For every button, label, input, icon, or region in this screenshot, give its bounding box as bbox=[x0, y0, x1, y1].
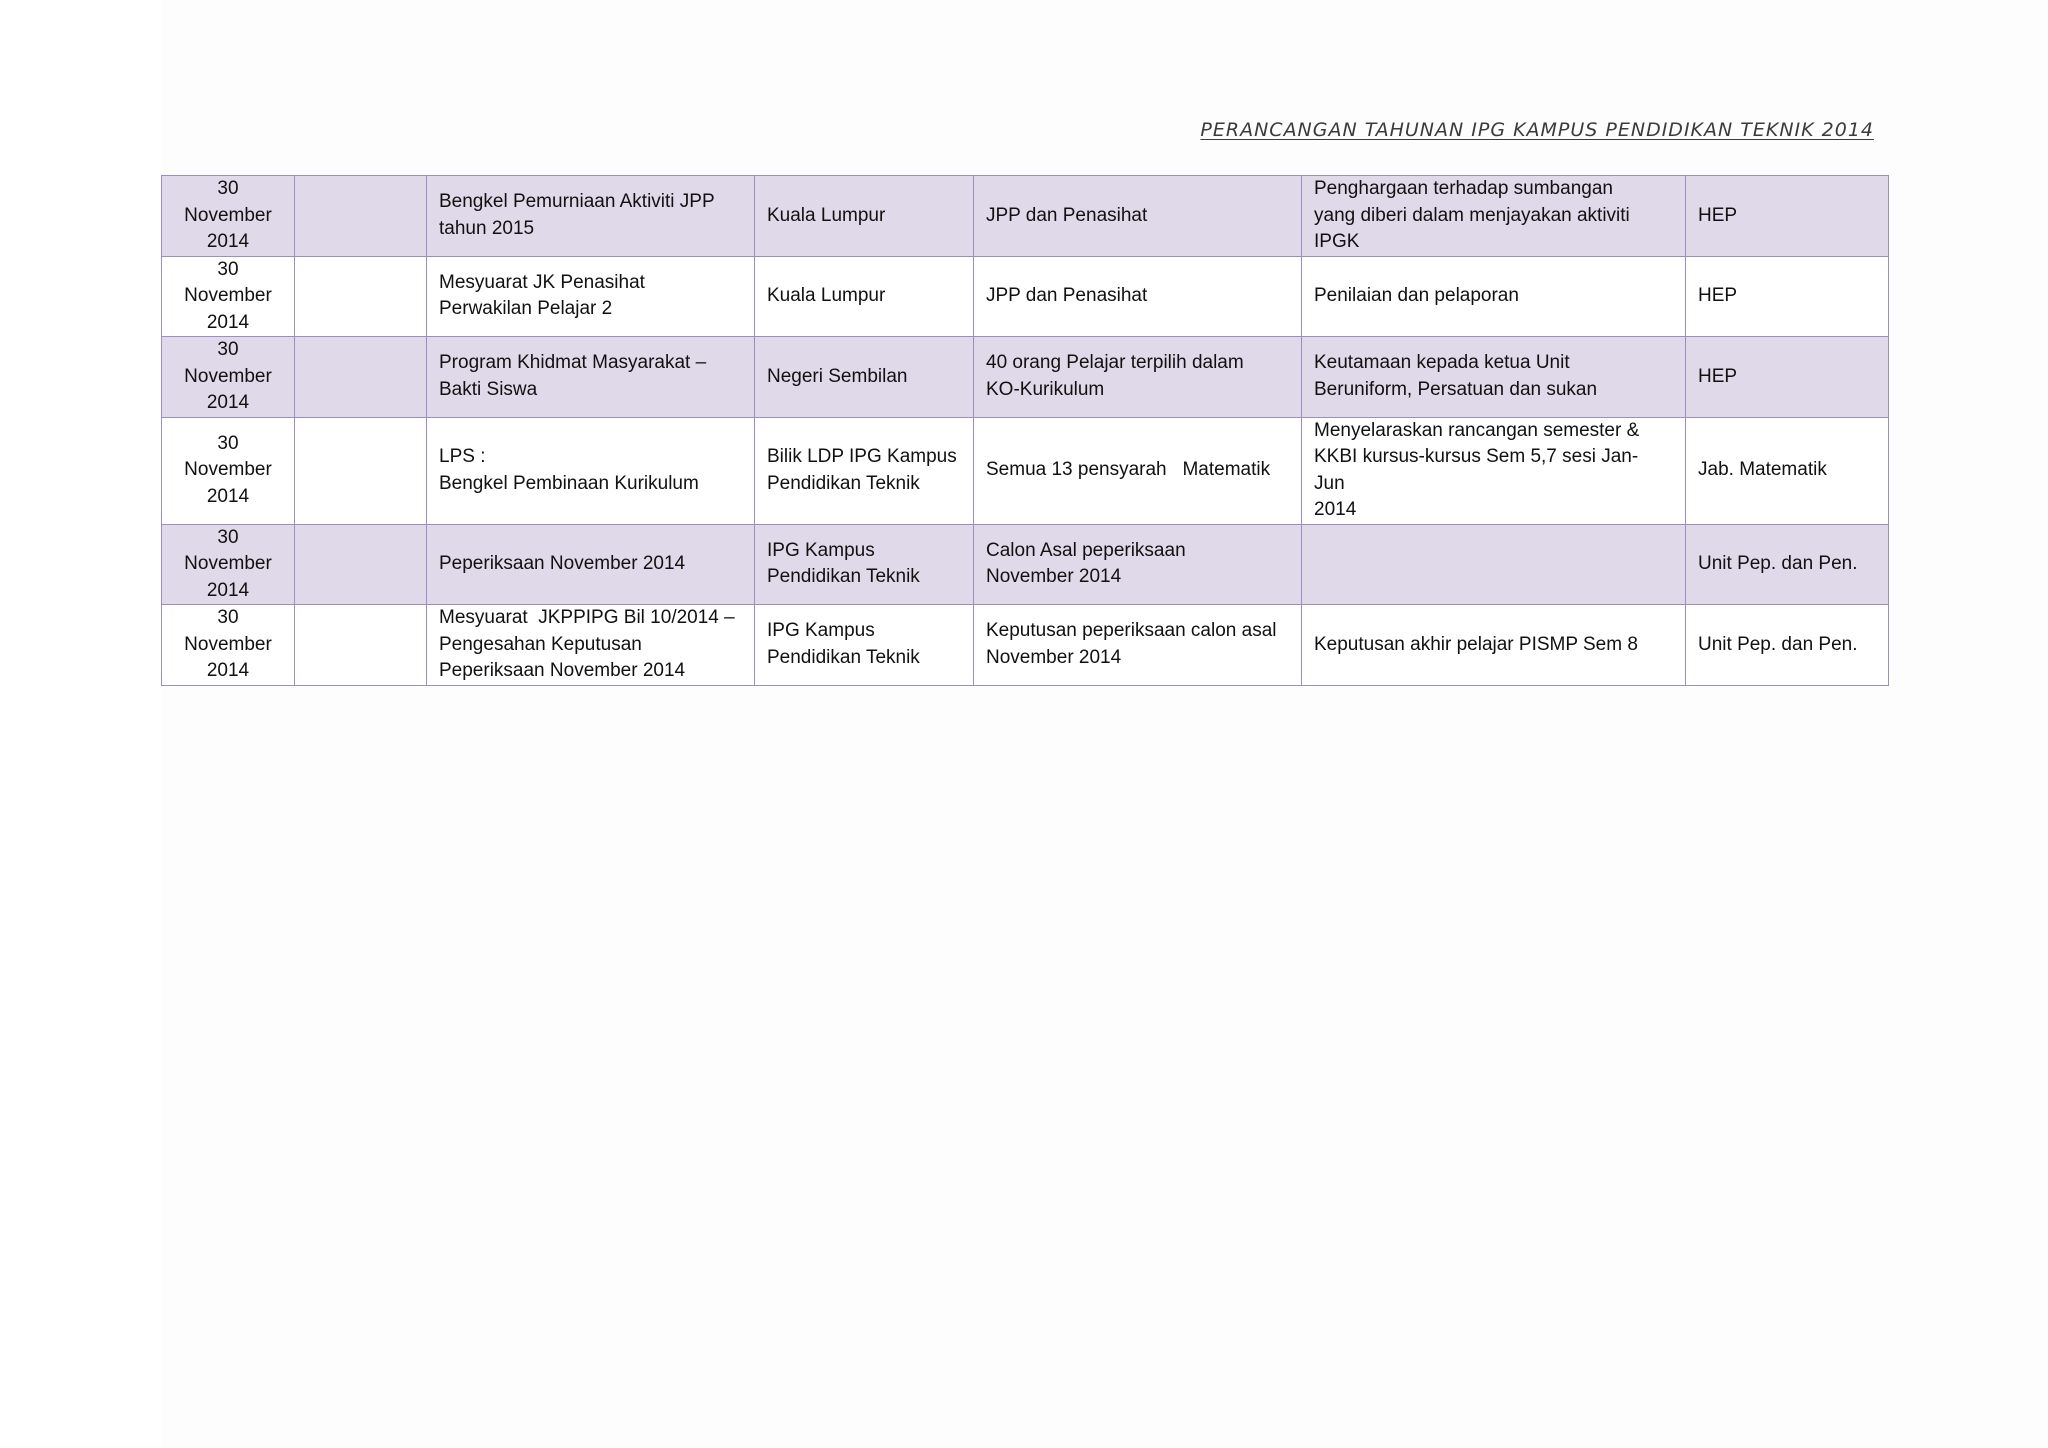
table-row bbox=[162, 256, 1889, 337]
participants-cell: Semua 13 pensyarah Matematik bbox=[974, 417, 1302, 524]
table-row bbox=[162, 337, 1889, 418]
date-cell: 30 November 2014 bbox=[162, 524, 295, 605]
unit-cell: HEP bbox=[1686, 256, 1889, 337]
page-header-title: PERANCANGAN TAHUNAN IPG KAMPUS PENDIDIKAN TEKNIK 2014 bbox=[1200, 119, 1874, 141]
location-cell: Kuala Lumpur bbox=[755, 256, 974, 337]
table-row bbox=[162, 605, 1889, 686]
participants-cell: JPP dan Penasihat bbox=[974, 256, 1302, 337]
participants-cell: Calon Asal peperiksaan November 2014 bbox=[974, 524, 1302, 605]
unit-cell: HEP bbox=[1686, 176, 1889, 257]
table-row bbox=[162, 176, 1889, 257]
participants-cell: Keputusan peperiksaan calon asal November 2014 bbox=[974, 605, 1302, 686]
date-cell: 30 November 2014 bbox=[162, 256, 295, 337]
table-row bbox=[162, 524, 1889, 605]
location-cell: IPG Kampus Pendidikan Teknik bbox=[755, 605, 974, 686]
date-cell: 30 November 2014 bbox=[162, 176, 295, 257]
unit-cell: Jab. Matematik bbox=[1686, 417, 1889, 524]
location-cell: IPG Kampus Pendidikan Teknik bbox=[755, 524, 974, 605]
activity-cell: Mesyuarat JKPPIPG Bil 10/2014 – Pengesahan Keputusan Peperiksaan November 2014 bbox=[427, 605, 755, 686]
remarks-cell: Penghargaan terhadap sumbangan yang diberi dalam menjayakan aktiviti IPGK bbox=[1302, 176, 1686, 257]
empty-cell bbox=[295, 176, 427, 257]
schedule-table bbox=[161, 175, 1889, 686]
remarks-cell: Keutamaan kepada ketua Unit Beruniform, Persatuan dan sukan bbox=[1302, 337, 1686, 418]
empty-cell bbox=[295, 605, 427, 686]
date-cell: 30 November 2014 bbox=[162, 605, 295, 686]
table-row bbox=[162, 417, 1889, 524]
location-cell: Kuala Lumpur bbox=[755, 176, 974, 257]
activity-cell: LPS : Bengkel Pembinaan Kurikulum bbox=[427, 417, 755, 524]
activity-cell: Peperiksaan November 2014 bbox=[427, 524, 755, 605]
activity-cell: Mesyuarat JK Penasihat Perwakilan Pelajar 2 bbox=[427, 256, 755, 337]
empty-cell bbox=[295, 524, 427, 605]
remarks-cell: Keputusan akhir pelajar PISMP Sem 8 bbox=[1302, 605, 1686, 686]
date-cell: 30 November 2014 bbox=[162, 417, 295, 524]
unit-cell: HEP bbox=[1686, 337, 1889, 418]
activity-cell: Bengkel Pemurniaan Aktiviti JPP tahun 2015 bbox=[427, 176, 755, 257]
remarks-cell bbox=[1302, 524, 1686, 605]
activity-cell: Program Khidmat Masyarakat – Bakti Siswa bbox=[427, 337, 755, 418]
empty-cell bbox=[295, 417, 427, 524]
empty-cell bbox=[295, 256, 427, 337]
empty-cell bbox=[295, 337, 427, 418]
location-cell: Bilik LDP IPG Kampus Pendidikan Teknik bbox=[755, 417, 974, 524]
remarks-cell: Penilaian dan pelaporan bbox=[1302, 256, 1686, 337]
location-cell: Negeri Sembilan bbox=[755, 337, 974, 418]
unit-cell: Unit Pep. dan Pen. bbox=[1686, 605, 1889, 686]
participants-cell: 40 orang Pelajar terpilih dalam KO-Kurikulum bbox=[974, 337, 1302, 418]
remarks-cell: Menyelaraskan rancangan semester & KKBI kursus-kursus Sem 5,7 sesi Jan- Jun 2014 bbox=[1302, 417, 1686, 524]
date-cell: 30 November 2014 bbox=[162, 337, 295, 418]
unit-cell: Unit Pep. dan Pen. bbox=[1686, 524, 1889, 605]
participants-cell: JPP dan Penasihat bbox=[974, 176, 1302, 257]
